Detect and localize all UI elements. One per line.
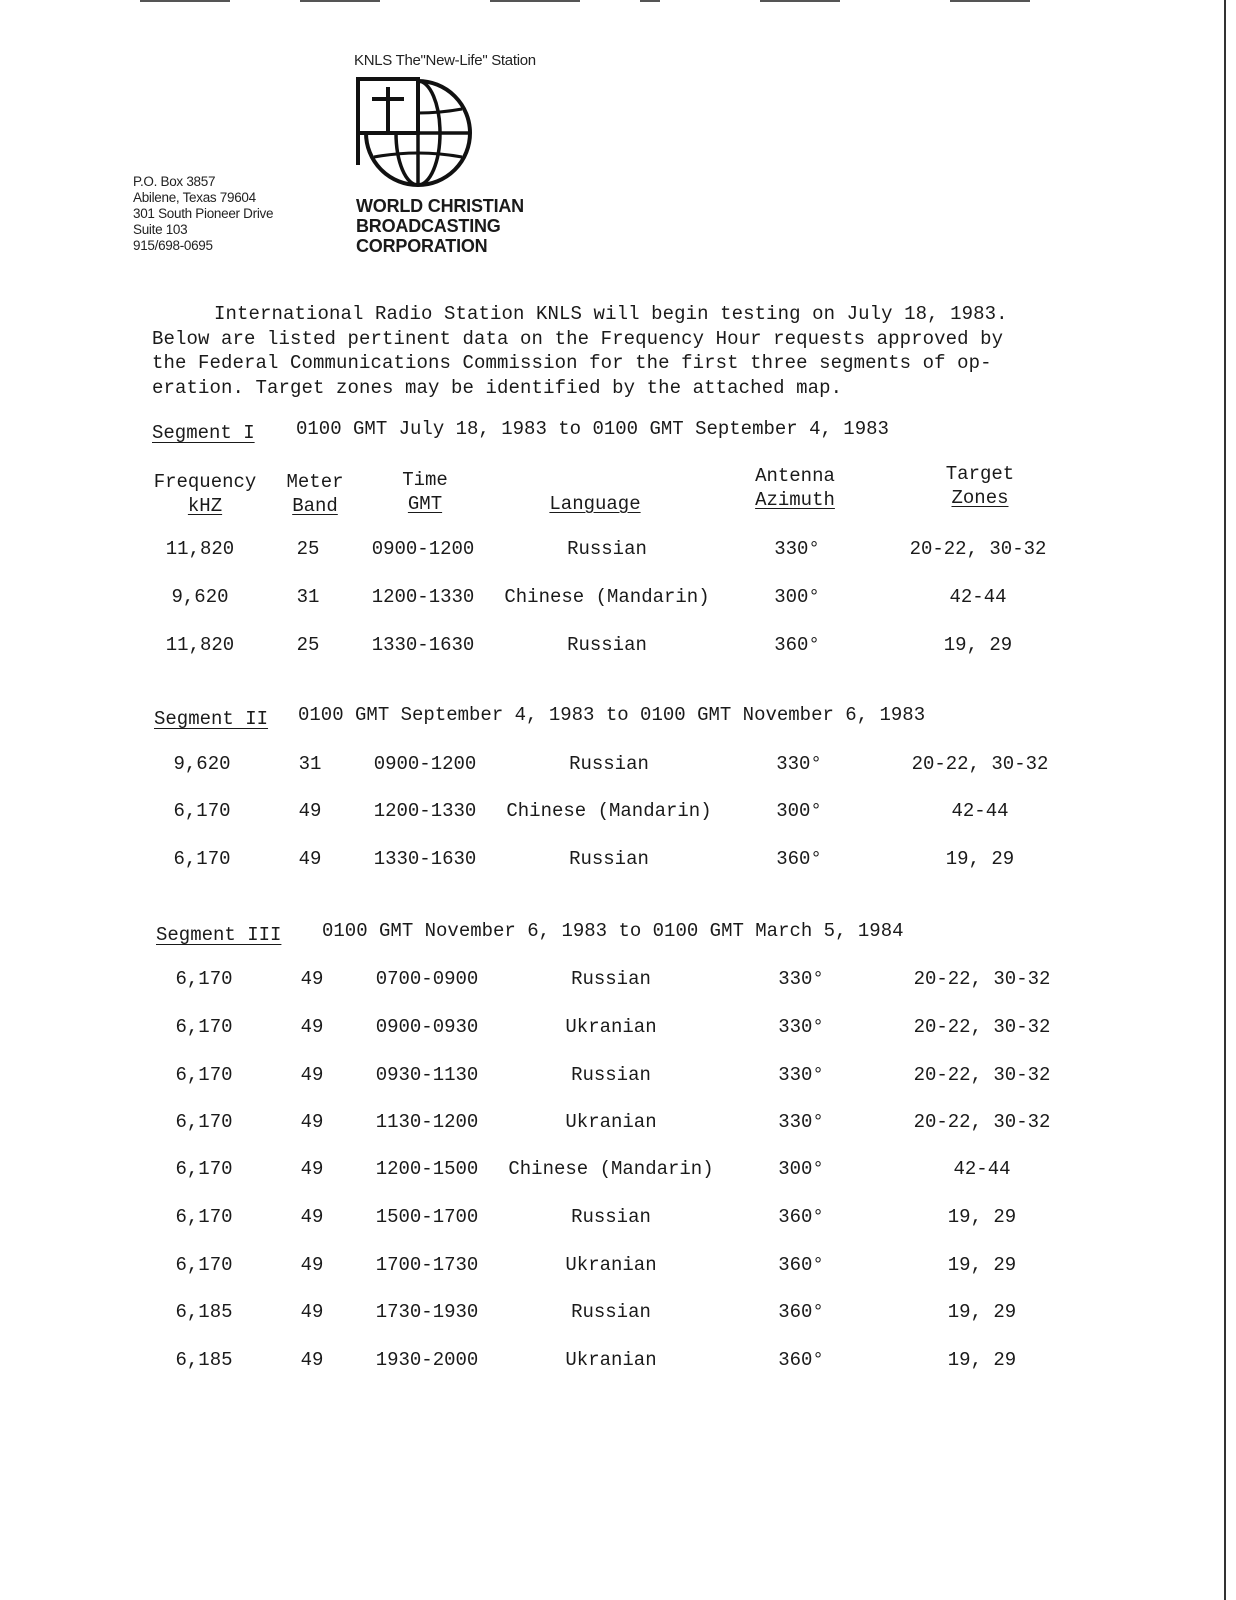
header-line: Target bbox=[945, 463, 1015, 485]
cell-band: 25 bbox=[296, 538, 320, 560]
cell-zones: 19, 29 bbox=[947, 1254, 1017, 1276]
cell-freq: 6,170 bbox=[175, 1206, 233, 1228]
cell-lang: Russian bbox=[571, 968, 651, 990]
cell-band: 49 bbox=[300, 1206, 324, 1228]
cell-freq: 6,170 bbox=[173, 800, 231, 822]
cell-zones: 20-22, 30-32 bbox=[913, 1064, 1051, 1086]
col-header-frequency bbox=[150, 470, 260, 518]
table-row bbox=[0, 1206, 1236, 1234]
segment-range: 0100 GMT November 6, 1983 to 0100 GMT March 5, 1984 bbox=[322, 920, 904, 942]
cell-time: 1930-2000 bbox=[375, 1349, 479, 1371]
cell-az: 360° bbox=[778, 1254, 824, 1276]
cell-time: 1500-1700 bbox=[375, 1206, 479, 1228]
cell-band: 25 bbox=[296, 634, 320, 656]
cell-freq: 6,185 bbox=[175, 1301, 233, 1323]
cell-az: 300° bbox=[778, 1158, 824, 1180]
cell-lang: Russian bbox=[567, 538, 647, 560]
cell-zones: 20-22, 30-32 bbox=[909, 538, 1047, 560]
station-tagline: KNLS The"New-Life" Station bbox=[354, 52, 536, 69]
cell-lang: Russian bbox=[571, 1206, 651, 1228]
cell-time: 1200-1330 bbox=[373, 800, 477, 822]
col-header-antenna bbox=[745, 464, 845, 512]
cell-time: 1130-1200 bbox=[375, 1111, 479, 1133]
cell-band: 31 bbox=[296, 586, 320, 608]
cell-lang: Russian bbox=[571, 1064, 651, 1086]
cell-freq: 9,620 bbox=[173, 753, 231, 775]
col-header-target bbox=[930, 462, 1030, 510]
cell-band: 49 bbox=[300, 1158, 324, 1180]
table-row bbox=[0, 1158, 1236, 1186]
cell-time: 1330-1630 bbox=[373, 848, 477, 870]
col-header-language bbox=[520, 492, 670, 516]
cell-freq: 11,820 bbox=[165, 634, 235, 656]
corporation-name bbox=[356, 196, 524, 256]
scan-mark bbox=[140, 0, 230, 2]
corporation-line: BROADCASTING bbox=[356, 216, 501, 236]
header-line: Zones bbox=[951, 487, 1009, 509]
cell-lang: Russian bbox=[571, 1301, 651, 1323]
cell-az: 330° bbox=[774, 538, 820, 560]
cell-time: 1330-1630 bbox=[371, 634, 475, 656]
address-line: Suite 103 bbox=[133, 222, 188, 237]
cell-zones: 19, 29 bbox=[945, 848, 1015, 870]
corporation-line: WORLD CHRISTIAN bbox=[356, 196, 524, 216]
table-row bbox=[0, 586, 1236, 614]
cell-freq: 11,820 bbox=[165, 538, 235, 560]
cell-az: 360° bbox=[778, 1206, 824, 1228]
table-row bbox=[0, 1349, 1236, 1377]
col-header-time bbox=[380, 468, 470, 516]
segment-label: Segment III bbox=[156, 924, 282, 946]
cell-freq: 6,170 bbox=[175, 1016, 233, 1038]
table-row bbox=[0, 753, 1236, 781]
cell-zones: 42-44 bbox=[953, 1158, 1011, 1180]
cell-time: 0900-0930 bbox=[375, 1016, 479, 1038]
cross-globe-icon bbox=[356, 75, 476, 193]
scan-mark bbox=[760, 0, 840, 2]
cell-az: 330° bbox=[778, 1111, 824, 1133]
table-row bbox=[0, 1064, 1236, 1092]
cell-time: 1200-1330 bbox=[371, 586, 475, 608]
cell-az: 330° bbox=[778, 1016, 824, 1038]
cell-band: 49 bbox=[298, 800, 322, 822]
cell-az: 360° bbox=[778, 1349, 824, 1371]
intro-line: the Federal Communications Commission for the first three segments of op- bbox=[152, 352, 992, 374]
table-row bbox=[0, 848, 1236, 876]
scan-mark bbox=[300, 0, 380, 2]
cell-zones: 20-22, 30-32 bbox=[913, 1111, 1051, 1133]
header-line: Meter bbox=[286, 471, 344, 493]
segment-range: 0100 GMT July 18, 1983 to 0100 GMT September 4, 1983 bbox=[296, 418, 889, 440]
cell-az: 360° bbox=[776, 848, 822, 870]
cell-time: 0930-1130 bbox=[375, 1064, 479, 1086]
cell-band: 49 bbox=[298, 848, 322, 870]
intro-line: eration. Target zones may be identified by the attached map. bbox=[152, 376, 843, 399]
address-block bbox=[133, 174, 273, 254]
cell-az: 330° bbox=[778, 1064, 824, 1086]
cell-zones: 20-22, 30-32 bbox=[913, 1016, 1051, 1038]
cell-band: 49 bbox=[300, 1064, 324, 1086]
cell-lang: Russian bbox=[569, 753, 649, 775]
cell-band: 49 bbox=[300, 968, 324, 990]
cell-zones: 20-22, 30-32 bbox=[913, 968, 1051, 990]
table-row bbox=[0, 538, 1236, 566]
segment-label: Segment II bbox=[154, 708, 269, 730]
cell-lang: Ukranian bbox=[565, 1349, 657, 1371]
cell-freq: 6,170 bbox=[175, 1064, 233, 1086]
cell-time: 1200-1500 bbox=[375, 1158, 479, 1180]
cell-freq: 6,170 bbox=[175, 1111, 233, 1133]
address-line: 301 South Pioneer Drive bbox=[133, 206, 274, 221]
cell-lang: Ukranian bbox=[565, 1111, 657, 1133]
cell-az: 330° bbox=[776, 753, 822, 775]
cell-band: 31 bbox=[298, 753, 322, 775]
cell-az: 360° bbox=[778, 1301, 824, 1323]
cell-az: 300° bbox=[774, 586, 820, 608]
cell-lang: Ukranian bbox=[565, 1254, 657, 1276]
header-line: GMT bbox=[407, 493, 443, 515]
col-header-meter-band bbox=[280, 470, 350, 518]
scan-mark bbox=[950, 0, 1030, 2]
cell-freq: 6,170 bbox=[175, 1158, 233, 1180]
cell-lang: Ukranian bbox=[565, 1016, 657, 1038]
cell-freq: 6,170 bbox=[175, 968, 233, 990]
cell-zones: 20-22, 30-32 bbox=[911, 753, 1049, 775]
header-line: Language bbox=[549, 493, 641, 515]
segment-label: Segment I bbox=[152, 422, 255, 444]
cell-time: 0700-0900 bbox=[375, 968, 479, 990]
header-line: Time bbox=[402, 469, 448, 491]
address-line: P.O. Box 3857 bbox=[133, 174, 216, 189]
cell-time: 0900-1200 bbox=[373, 753, 477, 775]
table-row bbox=[0, 634, 1236, 662]
cell-freq: 6,170 bbox=[175, 1254, 233, 1276]
cell-time: 1730-1930 bbox=[375, 1301, 479, 1323]
cell-time: 1700-1730 bbox=[375, 1254, 479, 1276]
table-row bbox=[0, 1111, 1236, 1139]
cell-band: 49 bbox=[300, 1111, 324, 1133]
header-line: Band bbox=[292, 495, 338, 517]
cell-az: 360° bbox=[774, 634, 820, 656]
cell-zones: 19, 29 bbox=[947, 1301, 1017, 1323]
intro-line: Below are listed pertinent data on the Frequency Hour requests approved by bbox=[152, 327, 1004, 350]
cell-lang: Chinese (Mandarin) bbox=[508, 1158, 714, 1180]
table-row bbox=[0, 1016, 1236, 1044]
cell-zones: 42-44 bbox=[949, 586, 1007, 608]
cell-band: 49 bbox=[300, 1016, 324, 1038]
table-row bbox=[0, 1301, 1236, 1329]
cell-zones: 42-44 bbox=[951, 800, 1009, 822]
cell-freq: 6,185 bbox=[175, 1349, 233, 1371]
table-row bbox=[0, 800, 1236, 828]
scan-mark bbox=[640, 0, 660, 2]
cell-time: 0900-1200 bbox=[371, 538, 475, 560]
cell-az: 300° bbox=[776, 800, 822, 822]
cell-band: 49 bbox=[300, 1301, 324, 1323]
cell-band: 49 bbox=[300, 1254, 324, 1276]
header-line: Frequency bbox=[153, 471, 257, 493]
cell-lang: Chinese (Mandarin) bbox=[506, 800, 712, 822]
table-row bbox=[0, 1254, 1236, 1282]
header-line: kHZ bbox=[187, 495, 223, 517]
cell-az: 330° bbox=[778, 968, 824, 990]
address-line: Abilene, Texas 79604 bbox=[133, 190, 256, 205]
corporation-line: CORPORATION bbox=[356, 236, 488, 256]
intro-line: International Radio Station KNLS will begin testing on July 18, 1983. bbox=[214, 303, 1008, 325]
scan-mark bbox=[490, 0, 580, 2]
intro-paragraph bbox=[152, 302, 1092, 400]
segment-range: 0100 GMT September 4, 1983 to 0100 GMT November 6, 1983 bbox=[298, 704, 926, 726]
table-row bbox=[0, 968, 1236, 996]
cell-band: 49 bbox=[300, 1349, 324, 1371]
cell-lang: Russian bbox=[567, 634, 647, 656]
cell-lang: Chinese (Mandarin) bbox=[504, 586, 710, 608]
header-line: Antenna bbox=[755, 465, 835, 487]
cell-zones: 19, 29 bbox=[947, 1206, 1017, 1228]
cell-freq: 6,170 bbox=[173, 848, 231, 870]
cell-zones: 19, 29 bbox=[947, 1349, 1017, 1371]
cell-freq: 9,620 bbox=[171, 586, 229, 608]
cell-zones: 19, 29 bbox=[943, 634, 1013, 656]
address-line: 915/698-0695 bbox=[133, 238, 213, 253]
cell-lang: Russian bbox=[569, 848, 649, 870]
header-line: Azimuth bbox=[755, 489, 835, 511]
